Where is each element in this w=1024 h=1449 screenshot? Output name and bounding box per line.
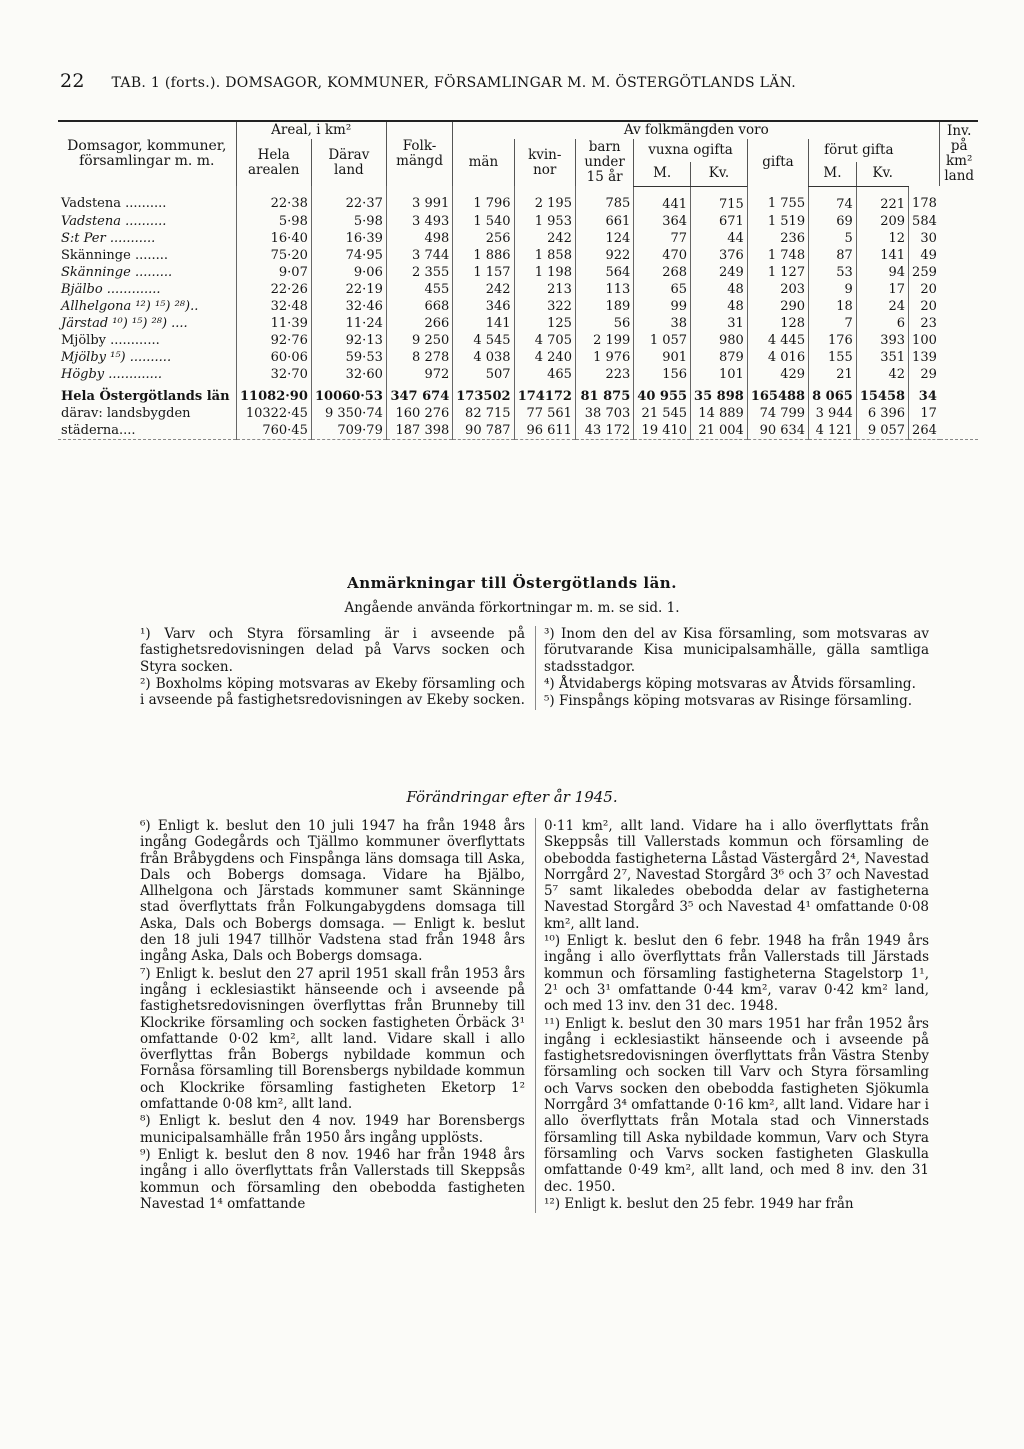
row-name: Mjölby ¹⁵) .......... [61,349,172,365]
cell-vo_kv: 31 [691,315,748,332]
cell-fg_m: 74 [809,186,857,213]
cell-inv: 49 [909,247,940,264]
change-7: ⁷) Enligt k. beslut den 27 april 1951 skall från 1953 års ingång i ecklesiastikt hänseende och i avseende på fastighetsredovisningen överflyttas från Brunneby till Klockrike församling och socken fastigheten Örbäck 3¹ omfattande 0·02 km², allt land. Vidare skall i allo överflyttas från Bobergs nybildade kommun och Fornåsa församling till Borensbergs nybildade kommun och Klockrike församling fastigheten Eketorp 1² omfattande 0·08 km², allt land. [140,965,525,1113]
cell-folk: 498 [386,230,452,247]
table-row [58,186,978,213]
header-fg-m: M. [809,162,857,186]
cell-man: 1 157 [453,264,514,281]
cell-fg_kv: 42 [856,366,908,383]
table-row [58,422,978,440]
cell-vo_kv: 101 [691,366,748,383]
cell-vo_kv: 671 [691,213,748,230]
cell-gifta: 1 755 [747,186,808,213]
cell-darav: 5·98 [311,213,386,230]
cell-kv: 77 561 [514,405,575,422]
cell-darav: 74·95 [311,247,386,264]
cell-gifta: 1 748 [747,247,808,264]
cell-darav: 59·53 [311,349,386,366]
cell-gifta: 1 519 [747,213,808,230]
cell-man: 242 [453,281,514,298]
cell-hela: 60·06 [236,349,311,366]
row-name: Hela Östergötlands län [61,388,230,404]
cell-folk: 160 276 [386,405,452,422]
cell-fg_kv: 9 057 [856,422,908,440]
cell-hela: 5·98 [236,213,311,230]
cell-vo_kv: 44 [691,230,748,247]
cell-inv: 17 [909,405,940,422]
cell-folk: 3 991 [386,186,452,213]
cell-fg_m: 69 [809,213,857,230]
cell-hela: 32·70 [236,366,311,383]
cell-darav: 92·13 [311,332,386,349]
cell-gifta: 1 127 [747,264,808,281]
cell-vo_m: 65 [634,281,691,298]
page-number: 22 [60,70,85,92]
cell-fg_kv: 221 [856,186,908,213]
cell-vo_kv: 249 [691,264,748,281]
cell-hela: 16·40 [236,230,311,247]
cell-barn: 922 [575,247,633,264]
cell-fg_m: 87 [809,247,857,264]
change-6: ⁶) Enligt k. beslut den 10 juli 1947 ha från 1948 års ingång Godegårds och Tjällmo kommuner överflyttats från Bråbygdens och Finspånga läns domsaga till Aska, Dals och Bobergs domsaga. Vidare ha Bjälbo, Allhelgona och Järstads kommuner samt Skänninge stad överflyttats från Folkungabygdens domsaga till Aska, Dals och Bobergs domsaga. — Enligt k. beslut den 18 juli 1947 tillhör Vadstena stad från 1948 års ingång Aska, Dals och Bobergs domsaga. [140,818,525,965]
cell-man: 507 [453,366,514,383]
cell-darav: 9·06 [311,264,386,281]
cell-inv: 139 [909,349,940,366]
cell-folk: 347 674 [386,383,452,405]
note-5: ⁵) Finspångs köping motsvaras av Risinge församling. [544,693,913,710]
cell-barn: 124 [575,230,633,247]
cell-folk: 455 [386,281,452,298]
cell-hela: 760·45 [236,422,311,440]
table-row [58,405,978,422]
cell-vo_kv: 879 [691,349,748,366]
cell-fg_kv: 94 [856,264,908,281]
cell-gifta: 4 445 [747,332,808,349]
row-name: Vadstena .......... [61,196,167,212]
cell-fg_m: 9 [809,281,857,298]
page-header [60,70,960,92]
cell-barn: 223 [575,366,633,383]
cell-fg_kv: 24 [856,298,908,315]
cell-darav: 16·39 [311,230,386,247]
cell-vo_kv: 48 [691,281,748,298]
row-name: därav: landsbygden [61,405,191,421]
cell-vo_m: 156 [634,366,691,383]
cell-fg_kv: 141 [856,247,908,264]
cell-kv: 242 [514,230,575,247]
change-9: ⁹) Enligt k. beslut den 8 nov. 1946 har från 1948 års ingång i allo överflyttats från Vallerstads till Skeppsås kommun och församling den obebodda fastigheten Navestad 1⁴ omfattande [140,1146,525,1212]
cell-barn: 43 172 [575,422,633,440]
cell-kv: 4 240 [514,349,575,366]
cell-vo_kv: 35 898 [691,383,748,405]
cell-barn: 113 [575,281,633,298]
header-gifta: gifta [747,139,808,186]
cell-man: 141 [453,315,514,332]
cell-man: 4 038 [453,349,514,366]
header-folkmangd: Folk- mängd [386,121,452,186]
cell-inv: 20 [909,298,940,315]
cell-fg_m: 155 [809,349,857,366]
change-10: ¹⁰) Enligt k. beslut den 6 febr. 1948 ha från 1949 års ingång i allo överflyttats från Vallerstads till Järstads kommun och församling fastigheterna Stagelstorp 1¹, 2¹ och 3¹ omfattande 0·44 km², varav 0·42 km² land, och med 13 inv. den 31 dec. 1948. [544,933,929,1015]
cell-vo_kv: 21 004 [691,422,748,440]
cell-vo_m: 19 410 [634,422,691,440]
change-11: ¹¹) Enligt k. beslut den 30 mars 1951 har från 1952 års ingång i ecklesiastikt hänseende och i avseende på fastighetsredovisningen överflyttats från Västra Stenby församling och socken till Varv och Styra församling och Varvs socken den obebodda fastigheten Sjökumla Norrgård 3⁴ omfattande 0·16 km², allt land. Vidare har i allo överflyttats från Motala stad och Vinnerstads församling till Aska nybildade kommun, Varv och Styra församling och Varvs socken fastigheten Glaskulla omfattande 0·49 km², allt land, och med 8 inv. den 31 dec. 1950. [544,1015,929,1195]
cell-fg_m: 4 121 [809,422,857,440]
header-hela: Hela arealen [236,139,311,186]
cell-barn: 2 199 [575,332,633,349]
cell-fg_m: 18 [809,298,857,315]
cell-fg_m: 7 [809,315,857,332]
cell-vo_m: 99 [634,298,691,315]
note-3: ³) Inom den del av Kisa församling, som motsvaras av förutvarande Kisa municipalsamhälle, gälla samtliga stadsstadgor. [544,626,929,675]
cell-darav: 9 350·74 [311,405,386,422]
cell-fg_kv: 351 [856,349,908,366]
cell-gifta: 4 016 [747,349,808,366]
cell-gifta: 203 [747,281,808,298]
table-row [58,264,978,281]
cell-gifta: 128 [747,315,808,332]
table-row [58,383,978,405]
cell-gifta: 165488 [747,383,808,405]
cell-folk: 668 [386,298,452,315]
cell-fg_kv: 15458 [856,383,908,405]
statistics-table [58,120,978,440]
notes-right-column [535,626,929,710]
cell-folk: 2 355 [386,264,452,281]
cell-hela: 75·20 [236,247,311,264]
header-darav: Därav land [311,139,386,186]
cell-kv: 322 [514,298,575,315]
cell-man: 1 796 [453,186,514,213]
cell-vo_m: 364 [634,213,691,230]
cell-vo_kv: 715 [691,186,748,213]
cell-inv: 259 [909,264,940,281]
changes-right-column [535,818,929,1213]
row-name: Skänninge ........ [61,247,169,263]
header-vo-kv: Kv. [691,162,748,186]
cell-darav: 709·79 [311,422,386,440]
header-vo-m: M. [634,162,691,186]
cell-folk: 266 [386,315,452,332]
cell-hela: 22·26 [236,281,311,298]
row-name: städerna.... [61,422,136,438]
cell-gifta: 290 [747,298,808,315]
cell-inv: 23 [909,315,940,332]
header-vuxna-ogifta: vuxna ogifta [634,139,748,162]
cell-kv: 1 858 [514,247,575,264]
cell-vo_m: 77 [634,230,691,247]
cell-inv: 30 [909,230,940,247]
cell-man: 1 886 [453,247,514,264]
cell-man: 90 787 [453,422,514,440]
cell-fg_m: 176 [809,332,857,349]
cell-kv: 4 705 [514,332,575,349]
row-name: Bjälbo ............. [61,281,161,297]
header-man: män [453,139,514,186]
table-row [58,349,978,366]
table-row [58,247,978,264]
cell-gifta: 429 [747,366,808,383]
row-name: Vadstena .......... [61,213,167,229]
cell-hela: 22·38 [236,186,311,213]
cell-vo_m: 38 [634,315,691,332]
note-2: ²) Boxholms köping motsvaras av Ekeby församling och i avseende på fastighetsredovisningen av Ekeby socken. [140,675,525,709]
cell-fg_m: 8 065 [809,383,857,405]
changes-left-column [140,818,525,1213]
cell-darav: 22·37 [311,186,386,213]
cell-man: 1 540 [453,213,514,230]
cell-barn: 1 976 [575,349,633,366]
header-barn: barn under 15 år [575,139,633,186]
cell-hela: 11082·90 [236,383,311,405]
cell-vo_kv: 14 889 [691,405,748,422]
cell-inv: 29 [909,366,940,383]
row-name: Skänninge ......... [61,264,173,280]
cell-man: 173502 [453,383,514,405]
cell-fg_m: 21 [809,366,857,383]
cell-hela: 32·48 [236,298,311,315]
table-row [58,230,978,247]
cell-vo_m: 21 545 [634,405,691,422]
note-1: ¹) Varv och Styra församling är i avseende på fastighetsredovisningen delad på Varvs socken och Styra socken. [140,626,525,675]
note-4: ⁴) Åtvidabergs köping motsvaras av Åtvids församling. [544,675,916,692]
page-title: TAB. 1 (forts.). DOMSAGOR, KOMMUNER, FÖRSAMLINGAR M. M. ÖSTERGÖTLANDS LÄN. [111,75,797,91]
cell-inv: 584 [909,213,940,230]
cell-fg_kv: 209 [856,213,908,230]
header-domsagor: Domsagor, kommuner, församlingar m. m. [67,138,227,169]
cell-hela: 92·76 [236,332,311,349]
cell-barn: 785 [575,186,633,213]
row-name: S:t Per ........... [61,230,156,246]
cell-fg_m: 53 [809,264,857,281]
table-row [58,366,978,383]
cell-inv: 264 [909,422,940,440]
cell-fg_kv: 393 [856,332,908,349]
changes-title: Förändringar efter år 1945. [406,788,618,806]
cell-fg_kv: 6 396 [856,405,908,422]
row-name: Högby ............. [61,366,163,382]
cell-kv: 465 [514,366,575,383]
cell-barn: 38 703 [575,405,633,422]
cell-fg_kv: 6 [856,315,908,332]
notes-subtitle: Angående använda förkortningar m. m. se sid. 1. [344,600,680,616]
row-name: Mjölby ............ [61,332,160,348]
cell-inv: 20 [909,281,940,298]
cell-barn: 189 [575,298,633,315]
cell-gifta: 236 [747,230,808,247]
cell-barn: 81 875 [575,383,633,405]
cell-hela: 9·07 [236,264,311,281]
notes-title: Anmärkningar till Östergötlands län. [347,574,677,592]
cell-vo_kv: 376 [691,247,748,264]
cell-man: 256 [453,230,514,247]
cell-fg_m: 3 944 [809,405,857,422]
change-12: ¹²) Enligt k. beslut den 25 febr. 1949 har från [544,1195,854,1212]
cell-fg_kv: 17 [856,281,908,298]
cell-folk: 3 493 [386,213,452,230]
cell-inv: 100 [909,332,940,349]
cell-vo_m: 470 [634,247,691,264]
cell-inv: 34 [909,383,940,405]
cell-darav: 32·46 [311,298,386,315]
cell-vo_kv: 48 [691,298,748,315]
cell-darav: 32·60 [311,366,386,383]
cell-kv: 1 953 [514,213,575,230]
table-row [58,298,978,315]
header-areal: Areal, i km² [236,121,386,139]
cell-vo_m: 441 [634,186,691,213]
header-kvinnor: kvin- nor [514,139,575,186]
table-row [58,281,978,298]
notes-left-column [140,626,525,709]
row-name: Järstad ¹⁰) ¹⁵) ²⁸) .... [61,315,188,331]
cell-folk: 9 250 [386,332,452,349]
cell-folk: 8 278 [386,349,452,366]
cell-folk: 972 [386,366,452,383]
cell-vo_m: 268 [634,264,691,281]
cell-darav: 22·19 [311,281,386,298]
cell-barn: 564 [575,264,633,281]
cell-fg_kv: 12 [856,230,908,247]
cell-kv: 125 [514,315,575,332]
table-row [58,332,978,349]
header-inv: Inv. på km² land [940,121,978,186]
cell-vo_m: 1 057 [634,332,691,349]
cell-man: 346 [453,298,514,315]
cell-kv: 96 611 [514,422,575,440]
change-8: ⁸) Enligt k. beslut den 4 nov. 1949 har Borensbergs municipalsamhälle från 1950 års ingång upplösts. [140,1113,525,1146]
table-row [58,315,978,332]
cell-folk: 187 398 [386,422,452,440]
cell-hela: 11·39 [236,315,311,332]
cell-folk: 3 744 [386,247,452,264]
cell-kv: 1 198 [514,264,575,281]
cell-darav: 11·24 [311,315,386,332]
cell-gifta: 74 799 [747,405,808,422]
table-row [58,213,978,230]
header-forut-gifta: förut gifta [809,139,909,162]
cell-fg_m: 5 [809,230,857,247]
cell-vo_m: 901 [634,349,691,366]
cell-man: 4 545 [453,332,514,349]
header-fg-kv: Kv. [856,162,908,186]
cell-vo_kv: 980 [691,332,748,349]
cell-gifta: 90 634 [747,422,808,440]
cell-inv: 178 [909,186,940,213]
cell-vo_m: 40 955 [634,383,691,405]
cell-barn: 661 [575,213,633,230]
change-9-cont: 0·11 km², allt land. Vidare ha i allo överflyttats från Skeppsås till Vallerstads kommun och församling de obebodda fastigheterna Låstad Västergård 2⁴, Navestad Norrgård 2⁷, Navestad Storgård 3⁶ och 3⁷ och Navestad 5⁷ samt likaledes obebodda delar av fastigheterna Navestad Storgård 3⁵ och Navestad 4¹ omfattande 0·08 km², allt land. [544,818,929,932]
cell-kv: 2 195 [514,186,575,213]
cell-kv: 213 [514,281,575,298]
row-name: Allhelgona ¹²) ¹⁵) ²⁸).. [61,298,199,314]
cell-barn: 56 [575,315,633,332]
cell-man: 82 715 [453,405,514,422]
cell-darav: 10060·53 [311,383,386,405]
cell-hela: 10322·45 [236,405,311,422]
header-av-folkmangden: Av folkmängden voro [453,121,940,139]
table-body [58,186,978,439]
cell-kv: 174172 [514,383,575,405]
